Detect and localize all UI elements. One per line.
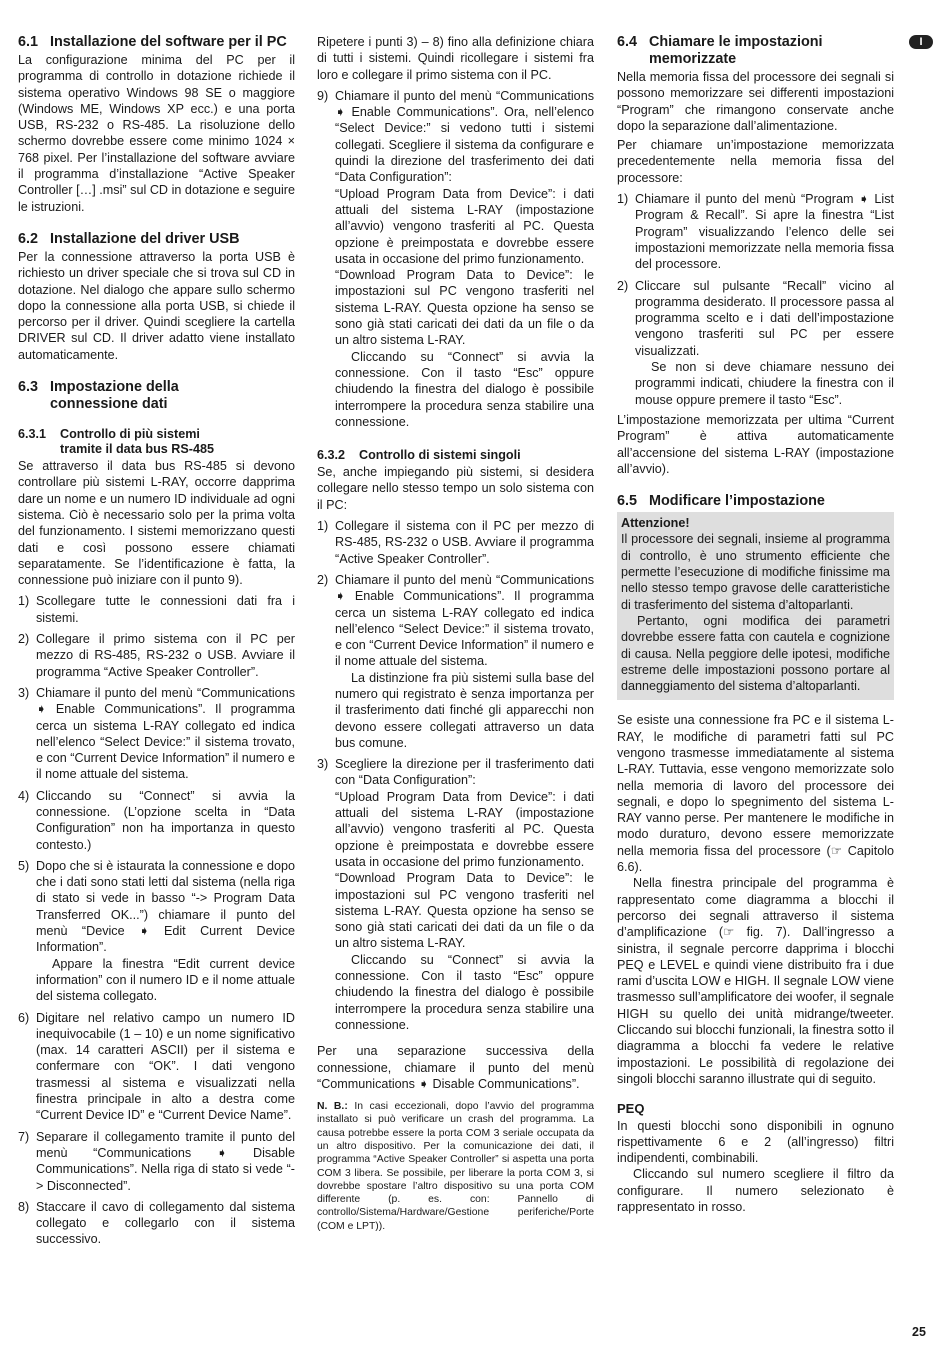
section-6-3-2-separation: Per una separazione successiva della connessione, chiamare il punto del menù “Communications ➧ Disable Communications”.	[317, 1044, 594, 1091]
section-6-2-heading: 6.2 Installazione del driver USB	[18, 230, 240, 247]
list-item: 4) Cliccando su “Connect” si avvia la connessione. (L’opzione scelta in “Data Configuration” non ha importanza in questo contesto.)	[18, 788, 295, 852]
list-item: 1) Scollegare tutte le connessioni dati fra i sistemi.	[18, 594, 295, 625]
list-item: 8) Staccare il cavo di collegamento dal sistema collegato e collegarlo con il sistema successivo.	[18, 1199, 295, 1247]
note-nb: N. B.: In casi eccezionali, dopo l’avvio del programma installato si può verificare un crash del programma. La causa potrebbe essere la porta COM 3 seriale occupata da un altro dispositivo. Per la comunicazione dei dati, il programma “Active Speaker Controller” si aspetta una porta COM 3 libera. Se possibile, per liberare la porta COM 3, si dovrebbe spostare l’altro dispositivo su una porta COM differente (p. es. con: Pannello di controllo/Sistema/Hardware/Gestione periferiche/Porte (COM e LPT)).	[317, 1101, 594, 1232]
section-6-3-1-steps	[18, 593, 295, 1247]
section-6-3-1-repeat: Ripetere i punti 3) – 8) fino alla definizione chiara di tutti i sistemi. Quindi ricollegare i sistemi fra loro e collegare il primo sistema con il PC.	[317, 35, 594, 82]
column-right	[617, 34, 894, 1215]
list-item: 3) Chiamare il punto del menù “Communications ➧ Enable Communications”. Il programma cerca un sistema L-RAY collegato ed indica nell’elenco “Select Device:” il sistema trovato, e con “Current Device Information” il numero e il nome attuale del sistema.	[18, 685, 295, 782]
peq-heading: PEQ	[617, 1101, 645, 1117]
section-6-4-steps	[617, 191, 894, 408]
section-6-4-p2: Per chiamare un’impostazione memorizzata precedentemente nella memoria fissa del processore:	[617, 138, 894, 185]
section-6-5-heading: 6.5 Modificare l’impostazione	[617, 493, 825, 510]
list-item: 1) Chiamare il punto del menù “Program ➧ List Program & Recall”. Si apre la finestra “List Program” visualizzando l’elenco delle sei impostazioni memorizzate nella memoria fissa del processore.	[617, 192, 894, 272]
column-left	[18, 34, 295, 1248]
list-item: 9) Chiamare il punto del menù “Communications ➧ Enable Communications”. Ora, nell’elenco “Select Device:” si vedono tutti i sistemi collegati. Scegliere il sistema da configurare e quindi la direzione del trasferimento dei dati “Data Configuration”: “Upload Program Data from Device”: i dati attuali del sistema L-RAY (impostazione all’avvio) vengono trasferiti al PC. Questa opzione è preimpostata e dovrebbe essere usata in occasione del primo funzionamento. “Download Program Data to Device”: le impostazioni sul PC vengono trasferiti nel sistema L-RAY. Questa opzione ha senso se sono già stati caricati dei dati da un file o da un altro sistema L-RAY. Cliccando su “Connect” si avvia la connessione. Con il tasto “Esc” oppure chiudendo la finestra del dialogo è possibile interrompere la procedura senza stabilire una connessione.	[317, 88, 594, 429]
section-6-3-2-intro: Se, anche impiegando più sistemi, si desidera collegare nello stesso tempo un solo sistema con il PC:	[317, 465, 594, 512]
language-badge: I	[909, 35, 933, 49]
section-6-3-1-heading: 6.3.1 Controllo di più sistemi tramite il data bus RS-485	[18, 427, 214, 457]
section-6-3-2-steps	[317, 518, 594, 1033]
attention-p1: Il processore dei segnali, insieme al programma di controllo, è uno strumento efficiente che permette l’esecuzione di modifiche finissime ma nello stesso tempo gravose delle caratteristiche di trasferimento del sistema d’altoparlanti.	[621, 532, 890, 612]
section-6-3-1-intro: Se attraverso il data bus RS-485 si devono controllare più sistemi L-RAY, occorre dapprima dare un nome e un numero ID individuale ad ogni sistema. Ciò è necessario solo per la prima volta del funzionamento. I sistemi memorizzano questi dati e così possono essere chiamati separatamente. Se l’identificazione è fatta, la connessione può iniziare con il punto 9).	[18, 459, 295, 588]
section-6-4-p1: Nella memoria fissa del processore dei segnali si possono memorizzare sei differenti impostazioni “Program” che rimangono conservate anche dopo la separazione dall’alimentazione.	[617, 70, 894, 133]
list-item: 2) Collegare il primo sistema con il PC per mezzo di RS-485, RS-232 o USB. Avviare il programma “Active Speaker Controller”.	[18, 632, 295, 679]
section-6-4-heading: 6.4 Chiamare le impostazioni memorizzate	[617, 34, 823, 67]
section-6-1-body: La configurazione minima del PC per il programma di controllo in dotazione richiede il sistema operativo Windows 98 SE o maggiore (Windows ME, Windows XP ecc.) e una porta USB, RS-232 o RS-485. La risoluzione dello schermo dovrebbe essere come minimo 1024 × 768 pixel. Per l’installazione del software avviare il programma d’installazione “Active Speaker Controller […] .msi” sul CD in dotazione e seguire le istruzioni.	[18, 53, 295, 214]
section-6-2-body: Per la connessione attraverso la porta USB è richiesto un driver speciale che si trova sul CD in dotazione. Nel dialogo che appare sullo schermo dopo la connessione alla porta USB, si chiede il percorso per il driver. Quindi scegliere la cartella DRIVER sul CD. Il driver adatto viene installato automaticamente.	[18, 249, 295, 362]
peq-p2: Cliccando sul numero scegliere il filtro da configurare. Il numero selezionato è rappresentato in rosso.	[617, 1167, 894, 1214]
list-item: 6) Digitare nel relativo campo un numero ID inequivocabile (1 – 10) e un nome significativo (max. 14 caratteri ASCII) per il sistema e confermare con “OK”. I dati vengono trasmessi al sistema e visualizzati nella finestra principale in alto a destra come “Current Device ID” e “Current Device Name”.	[18, 1010, 295, 1123]
section-6-1-heading: 6.1 Installazione del software per il PC	[18, 34, 287, 50]
attention-p2: Pertanto, ogni modifica dei parametri dovrebbe essere fatta con cautela e cognizione di causa. Nella peggiore delle ipotesi, modifiche estreme delle impostazioni possono portare al danneggiamento del sistema d’altoparlanti.	[621, 613, 890, 694]
section-6-3-2-heading: 6.3.2 Controllo di sistemi singoli	[317, 448, 521, 463]
list-item: 2) Chiamare il punto del menù “Communications ➧ Enable Communications”. Il programma cerca un sistema L-RAY collegato ed indica nell’elenco “Select Device:” il sistema trovato, e con “Current Device Information” il numero e il nome attuale del sistema. La distinzione fra più sistemi sulla base del numero qui registrato è senza importanza per il trasferimento dati finché gli apparecchi non devono essere collegati attraverso un data bus comune.	[317, 572, 594, 750]
section-6-5-p1: Se esiste una connessione fra PC e il sistema L-RAY, le modifiche di parametri fatti sul PC vengono trasmesse immediatamente al sistema L-RAY. Tuttavia, esse vengono memorizzate solo nella memoria di lavoro del processore dei segnali, e dopo lo spegnimento del sistema L-RAY vanno perse. Per mantenere le modifiche in modo duraturo, devono essere memorizzate nella memoria fissa del processore (☞ Capitolo 6.6).	[617, 713, 894, 875]
list-item: 3) Scegliere la direzione per il trasferimento dati con “Data Configuration”: “Upload Program Data from Device”: i dati attuali del sistema L-RAY (impostazione all’avvio) vengono trasferiti al PC. Questa opzione è preimpostata e dovrebbe essere usata in occasione del primo funzionamento. “Download Program Data to Device”: le impostazioni sul PC vengono trasferiti nel sistema L-RAY. Questa opzione ha senso se sono già stati caricati dei dati da un file o da un altro sistema L-RAY. Cliccando su “Connect” si avvia la connessione. Con il tasto “Esc” oppure chiudendo la finestra del dialogo è possibile interrompere la procedura senza stabilire una connessione.	[317, 757, 594, 1032]
section-6-3-1-step-9	[317, 88, 594, 430]
attention-box	[617, 512, 894, 700]
peq-p1: In questi blocchi sono disponibili in ognuno rispettivamente 6 e 2 (all’ingresso) filtri indipendenti, combinabili.	[617, 1118, 894, 1166]
section-6-3-heading: 6.3 Impostazione della connessione dati	[18, 379, 179, 413]
list-item: 1) Collegare il sistema con il PC per mezzo di RS-485, RS-232 o USB. Avviare il programma “Active Speaker Controller”.	[317, 519, 594, 566]
column-middle	[317, 34, 594, 1233]
list-item: 5) Dopo che si è istaurata la connessione e dopo che i dati sono stati letti dal sistema (nella riga di stato si vede in basso “-> Program Data Transferred OK...”) chiamare il punto del menù “Device ➧ Edit Current Device Information”. Appare la finestra “Edit current device information” con il numero ID e il nome attuale del sistema collegato.	[18, 858, 295, 1004]
section-6-5-p2: Nella finestra principale del programma è rappresentato come diagramma a blocchi il percorso dei segnali attraverso il sistema d’amplificazione (☞ fig. 7). Dall’ingresso a sinistra, il segnale percorre dapprima i blocchi PEQ e LEVEL e quindi viene distribuito fra i due rami d’uscita LOW e HIGH. Il segnale LOW viene trasmesso sull’amplificatore dei woofer, il segnale HIGH su quello dei unità midrange/tweeter. Cliccando sui blocchi funzionali, la finestra sotto il diagramma a blocchi fa vedere le relative impostazioni. Le possibilità di regolazione dei singoli blocchi saranno illustrate qui di seguito.	[617, 876, 894, 1086]
page-number: 25	[912, 1325, 926, 1339]
list-item: 7) Separare il collegamento tramite il punto del menù “Communications ➧ Disable Communications”. Nella riga di stato si vede “-> Disconnected”.	[18, 1129, 295, 1193]
list-item: 2) Cliccare sul pulsante “Recall” vicino al programma desiderato. Il processore passa al programma scelto e i dati dell’impostazione vengono trasferiti sul PC per essere visualizzati. Se non si deve chiamare nessuno dei programmi indicati, chiudere la finestra con il mouse oppure premere il tasto “Esc”.	[617, 278, 894, 407]
section-6-4-p3: L’impostazione memorizzata per ultima “Current Program” è attiva automaticamente all’accensione del sistema L-RAY (impostazione all’avvio).	[617, 412, 894, 476]
attention-title: Attenzione!	[621, 516, 690, 531]
